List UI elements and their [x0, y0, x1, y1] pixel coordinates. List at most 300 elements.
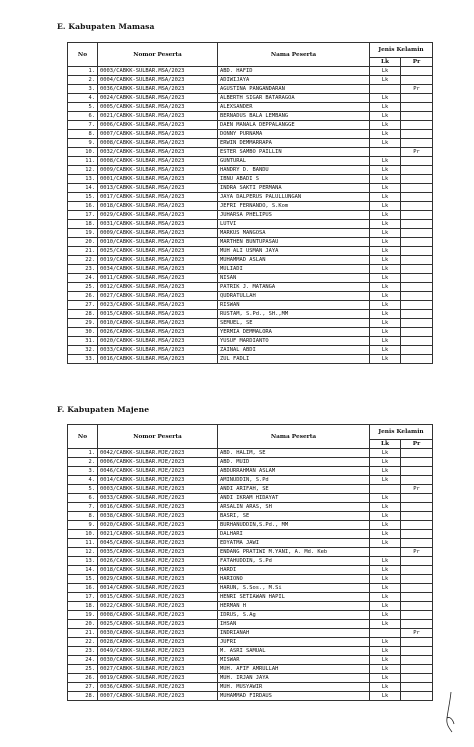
cell-pr — [401, 337, 433, 346]
cell-no: 25. — [68, 665, 98, 674]
cell-pr — [401, 121, 433, 130]
cell-nomor-peserta: 0006/CABKK-SULBAR.MSA/2023 — [98, 121, 218, 130]
cell-no: 23. — [68, 647, 98, 656]
cell-nama-peserta: NISAN — [218, 274, 370, 283]
cell-pr — [401, 265, 433, 274]
cell-lk — [370, 548, 401, 557]
cell-pr — [401, 256, 433, 265]
cell-nomor-peserta: 0028/CABKK-SULBAR.MJE/2023 — [98, 638, 218, 647]
table-row — [68, 611, 433, 620]
cell-lk: Lk — [370, 94, 401, 103]
header-jenis-kelamin: Jenis Kelamin — [370, 43, 433, 58]
header-nomor-peserta: Nomor Peserta — [98, 43, 218, 67]
cell-lk: Lk — [370, 337, 401, 346]
table-row — [68, 584, 433, 593]
cell-lk: Lk — [370, 319, 401, 328]
table-row — [68, 476, 433, 485]
table-row — [68, 283, 433, 292]
header-nama-peserta: Nama Peserta — [218, 43, 370, 67]
cell-pr — [401, 521, 433, 530]
table-row — [68, 202, 433, 211]
cell-no: 2. — [68, 76, 98, 85]
table-row — [68, 148, 433, 157]
header-jenis-kelamin: Jenis Kelamin — [370, 425, 433, 440]
cell-nomor-peserta: 0031/CABKK-SULBAR.MSA/2023 — [98, 220, 218, 229]
cell-nama-peserta: JUFRI — [218, 638, 370, 647]
header-nama-peserta: Nama Peserta — [218, 425, 370, 449]
cell-lk: Lk — [370, 656, 401, 665]
cell-nomor-peserta: 0027/CABKK-SULBAR.MSA/2023 — [98, 292, 218, 301]
cell-lk: Lk — [370, 292, 401, 301]
cell-nama-peserta: RISWAN — [218, 301, 370, 310]
cell-pr — [401, 94, 433, 103]
table-row — [68, 274, 433, 283]
cell-lk: Lk — [370, 611, 401, 620]
cell-pr — [401, 638, 433, 647]
table-row — [68, 575, 433, 584]
table-row — [68, 256, 433, 265]
cell-pr — [401, 67, 433, 76]
cell-lk: Lk — [370, 67, 401, 76]
cell-pr — [401, 674, 433, 683]
cell-lk: Lk — [370, 503, 401, 512]
table-row — [68, 355, 433, 364]
cell-lk: Lk — [370, 467, 401, 476]
table-row — [68, 467, 433, 476]
cell-lk: Lk — [370, 202, 401, 211]
cell-no: 27. — [68, 683, 98, 692]
cell-pr — [401, 292, 433, 301]
cell-nomor-peserta: 0035/CABKK-SULBAR.MJE/2023 — [98, 548, 218, 557]
cell-no: 16. — [68, 202, 98, 211]
table-row — [68, 557, 433, 566]
cell-nomor-peserta: 0011/CABKK-SULBAR.MSA/2023 — [98, 274, 218, 283]
cell-nama-peserta: SEMUEL, SE — [218, 319, 370, 328]
cell-nama-peserta: ANDI IKRAM HIDAYAT — [218, 494, 370, 503]
cell-no: 12. — [68, 166, 98, 175]
cell-lk: Lk — [370, 494, 401, 503]
cell-pr — [401, 593, 433, 602]
header-no: No — [68, 43, 98, 67]
cell-nomor-peserta: 0013/CABKK-SULBAR.MSA/2023 — [98, 184, 218, 193]
cell-lk: Lk — [370, 301, 401, 310]
cell-nama-peserta: AGUSTINA PANGANDARAN — [218, 85, 370, 94]
cell-nomor-peserta: 0018/CABKK-SULBAR.MSA/2023 — [98, 202, 218, 211]
cell-pr — [401, 193, 433, 202]
table-row — [68, 319, 433, 328]
cell-nama-peserta: HARDI — [218, 566, 370, 575]
cell-nama-peserta: ABD. MUID — [218, 458, 370, 467]
cell-lk: Lk — [370, 476, 401, 485]
cell-lk: Lk — [370, 265, 401, 274]
cell-no: 2. — [68, 458, 98, 467]
cell-no: 28. — [68, 692, 98, 701]
cell-no: 19. — [68, 229, 98, 238]
cell-pr — [401, 467, 433, 476]
cell-nomor-peserta: 0045/CABKK-SULBAR.MJE/2023 — [98, 539, 218, 548]
cell-nomor-peserta: 0010/CABKK-SULBAR.MSA/2023 — [98, 238, 218, 247]
cell-pr — [401, 238, 433, 247]
cell-no: 31. — [68, 337, 98, 346]
cell-lk — [370, 485, 401, 494]
cell-nomor-peserta: 0018/CABKK-SULBAR.MJE/2023 — [98, 566, 218, 575]
cell-no: 9. — [68, 521, 98, 530]
cell-no: 7. — [68, 503, 98, 512]
cell-pr — [401, 184, 433, 193]
cell-nomor-peserta: 0042/CABKK-SULBAR.MJE/2023 — [98, 449, 218, 458]
cell-lk: Lk — [370, 184, 401, 193]
table-row — [68, 620, 433, 629]
cell-no: 26. — [68, 674, 98, 683]
table-row — [68, 656, 433, 665]
cell-no: 9. — [68, 139, 98, 148]
cell-no: 23. — [68, 265, 98, 274]
cell-pr — [401, 566, 433, 575]
cell-nomor-peserta: 0033/CABKK-SULBAR.MJE/2023 — [98, 494, 218, 503]
cell-lk: Lk — [370, 328, 401, 337]
cell-lk: Lk — [370, 211, 401, 220]
table-row — [68, 211, 433, 220]
cell-nomor-peserta: 0027/CABKK-SULBAR.MJE/2023 — [98, 665, 218, 674]
header-nomor-peserta: Nomor Peserta — [98, 425, 218, 449]
table-row — [68, 337, 433, 346]
cell-pr — [401, 76, 433, 85]
cell-lk: Lk — [370, 692, 401, 701]
cell-nomor-peserta: 0019/CABKK-SULBAR.MJE/2023 — [98, 674, 218, 683]
cell-lk: Lk — [370, 130, 401, 139]
table-row — [68, 130, 433, 139]
signature-mark — [441, 690, 457, 734]
cell-nomor-peserta: 0026/CABKK-SULBAR.MSA/2023 — [98, 328, 218, 337]
cell-nama-peserta: ANDI ARIFAH, SE — [218, 485, 370, 494]
cell-lk: Lk — [370, 121, 401, 130]
cell-no: 33. — [68, 355, 98, 364]
table-body-majene — [68, 449, 433, 701]
cell-nama-peserta: JUHARSA PHELIPUS — [218, 211, 370, 220]
cell-nama-peserta: M. ASRI SAMUAL — [218, 647, 370, 656]
cell-lk — [370, 85, 401, 94]
cell-pr — [401, 247, 433, 256]
cell-no: 22. — [68, 256, 98, 265]
cell-pr — [401, 157, 433, 166]
cell-nama-peserta: QUDRATULLAH — [218, 292, 370, 301]
cell-nomor-peserta: 0006/CABKK-SULBAR.MJE/2023 — [98, 458, 218, 467]
cell-nomor-peserta: 0049/CABKK-SULBAR.MJE/2023 — [98, 647, 218, 656]
cell-lk: Lk — [370, 665, 401, 674]
cell-pr — [401, 503, 433, 512]
cell-lk: Lk — [370, 283, 401, 292]
table-row — [68, 503, 433, 512]
cell-nama-peserta: HARUN, S.Sos., M.Si — [218, 584, 370, 593]
cell-lk: Lk — [370, 539, 401, 548]
cell-nomor-peserta: 0004/CABKK-SULBAR.MSA/2023 — [98, 76, 218, 85]
cell-lk: Lk — [370, 247, 401, 256]
cell-pr — [401, 584, 433, 593]
table-row — [68, 449, 433, 458]
cell-nama-peserta: DAEN MANALA DEPPALANGGE — [218, 121, 370, 130]
cell-nama-peserta: AMINUDDIN, S.Pd — [218, 476, 370, 485]
cell-no: 6. — [68, 494, 98, 503]
cell-nama-peserta: JEFRI FERNANDO, S.Kom — [218, 202, 370, 211]
cell-lk: Lk — [370, 139, 401, 148]
cell-no: 14. — [68, 566, 98, 575]
cell-nama-peserta: ADIWIJAYA — [218, 76, 370, 85]
cell-lk: Lk — [370, 620, 401, 629]
cell-pr — [401, 130, 433, 139]
cell-nomor-peserta: 0030/CABKK-SULBAR.MJE/2023 — [98, 629, 218, 638]
cell-no: 4. — [68, 476, 98, 485]
cell-nama-peserta: IBNU ABADI S — [218, 175, 370, 184]
cell-nomor-peserta: 0019/CABKK-SULBAR.MSA/2023 — [98, 256, 218, 265]
table-row — [68, 247, 433, 256]
cell-nomor-peserta: 0003/CABKK-SULBAR.MJE/2023 — [98, 485, 218, 494]
cell-nomor-peserta: 0009/CABKK-SULBAR.MSA/2023 — [98, 166, 218, 175]
cell-nomor-peserta: 0036/CABKK-SULBAR.MSA/2023 — [98, 85, 218, 94]
participants-table-mamasa — [67, 42, 433, 364]
cell-pr — [401, 575, 433, 584]
cell-nomor-peserta: 0020/CABKK-SULBAR.MJE/2023 — [98, 521, 218, 530]
cell-no: 3. — [68, 467, 98, 476]
cell-lk: Lk — [370, 638, 401, 647]
cell-lk: Lk — [370, 220, 401, 229]
cell-nomor-peserta: 0024/CABKK-SULBAR.MSA/2023 — [98, 94, 218, 103]
cell-nama-peserta: GUNTURAL — [218, 157, 370, 166]
table-row — [68, 157, 433, 166]
cell-nama-peserta: LUTVI — [218, 220, 370, 229]
header-no: No — [68, 425, 98, 449]
table-row — [68, 665, 433, 674]
cell-pr — [401, 319, 433, 328]
cell-lk: Lk — [370, 674, 401, 683]
cell-nama-peserta: MUHAMMAD ASLAN — [218, 256, 370, 265]
cell-no: 11. — [68, 157, 98, 166]
cell-nama-peserta: HENRI SETIAWAN HAPIL — [218, 593, 370, 602]
cell-nama-peserta: HARIONO — [218, 575, 370, 584]
cell-no: 20. — [68, 238, 98, 247]
cell-nama-peserta: YERMIA DEMMALORA — [218, 328, 370, 337]
cell-nomor-peserta: 0014/CABKK-SULBAR.MJE/2023 — [98, 584, 218, 593]
table-row — [68, 602, 433, 611]
cell-no: 21. — [68, 247, 98, 256]
cell-nomor-peserta: 0005/CABKK-SULBAR.MSA/2023 — [98, 103, 218, 112]
cell-pr: Pr — [401, 485, 433, 494]
cell-lk: Lk — [370, 449, 401, 458]
cell-no: 15. — [68, 193, 98, 202]
cell-nomor-peserta: 0029/CABKK-SULBAR.MJE/2023 — [98, 575, 218, 584]
cell-pr — [401, 602, 433, 611]
cell-nama-peserta: PATRIK J. MATANGA — [218, 283, 370, 292]
table-row — [68, 485, 433, 494]
header-pr: Pr — [401, 58, 433, 67]
cell-no: 7. — [68, 121, 98, 130]
cell-pr — [401, 539, 433, 548]
cell-nama-peserta: HERMAN H — [218, 602, 370, 611]
table-row — [68, 494, 433, 503]
cell-pr — [401, 220, 433, 229]
cell-nama-peserta: MARKUS MANGOSA — [218, 229, 370, 238]
cell-pr — [401, 458, 433, 467]
cell-lk: Lk — [370, 602, 401, 611]
cell-nomor-peserta: 0025/CABKK-SULBAR.MSA/2023 — [98, 247, 218, 256]
cell-pr — [401, 620, 433, 629]
cell-nama-peserta: BERNADUS BALA LEMBANG — [218, 112, 370, 121]
cell-nama-peserta: RUSTAM, S.Pd., SH.,MM — [218, 310, 370, 319]
cell-nomor-peserta: 0012/CABKK-SULBAR.MSA/2023 — [98, 283, 218, 292]
table-row — [68, 647, 433, 656]
cell-nama-peserta: INDRA SAKTI PERMANA — [218, 184, 370, 193]
section-title-mamasa: E. Kabupaten Mamasa — [57, 22, 155, 31]
cell-no: 17. — [68, 211, 98, 220]
cell-nomor-peserta: 0034/CABKK-SULBAR.MSA/2023 — [98, 265, 218, 274]
cell-no: 8. — [68, 512, 98, 521]
table-row — [68, 346, 433, 355]
table-row — [68, 139, 433, 148]
cell-lk — [370, 629, 401, 638]
table-row — [68, 184, 433, 193]
cell-nomor-peserta: 0016/CABKK-SULBAR.MJE/2023 — [98, 503, 218, 512]
table-row — [68, 265, 433, 274]
cell-nama-peserta: MULIADI — [218, 265, 370, 274]
table-row — [68, 310, 433, 319]
cell-nomor-peserta: 0007/CABKK-SULBAR.MJE/2023 — [98, 692, 218, 701]
cell-nomor-peserta: 0021/CABKK-SULBAR.MSA/2023 — [98, 112, 218, 121]
cell-no: 30. — [68, 328, 98, 337]
cell-no: 25. — [68, 283, 98, 292]
cell-no: 18. — [68, 220, 98, 229]
table-row — [68, 692, 433, 701]
cell-nama-peserta: BASRI, SE — [218, 512, 370, 521]
table-row — [68, 229, 433, 238]
cell-pr: Pr — [401, 629, 433, 638]
cell-pr — [401, 310, 433, 319]
cell-pr — [401, 647, 433, 656]
cell-nomor-peserta: 0008/CABKK-SULBAR.MSA/2023 — [98, 139, 218, 148]
table-row — [68, 521, 433, 530]
participants-table-majene — [67, 424, 433, 701]
cell-nama-peserta: ABDURRAHMAN ASLAM — [218, 467, 370, 476]
header-lk: Lk — [370, 58, 401, 67]
cell-no: 29. — [68, 319, 98, 328]
cell-pr — [401, 346, 433, 355]
cell-nomor-peserta: 0008/CABKK-SULBAR.MJE/2023 — [98, 611, 218, 620]
table-row — [68, 638, 433, 647]
cell-no: 15. — [68, 575, 98, 584]
cell-lk: Lk — [370, 229, 401, 238]
cell-nama-peserta: MISWAR — [218, 656, 370, 665]
table-row — [68, 292, 433, 301]
cell-nama-peserta: ESTER SAMBO PAILLIN — [218, 148, 370, 157]
table-row — [68, 629, 433, 638]
cell-no: 32. — [68, 346, 98, 355]
cell-nomor-peserta: 0010/CABKK-SULBAR.MSA/2023 — [98, 319, 218, 328]
cell-pr — [401, 683, 433, 692]
cell-lk: Lk — [370, 274, 401, 283]
cell-pr — [401, 512, 433, 521]
cell-lk: Lk — [370, 166, 401, 175]
table-row — [68, 166, 433, 175]
cell-nama-peserta: MUH ALI USMAN JAYA — [218, 247, 370, 256]
cell-lk: Lk — [370, 193, 401, 202]
header-lk: Lk — [370, 440, 401, 449]
table-row — [68, 301, 433, 310]
cell-lk: Lk — [370, 458, 401, 467]
cell-nomor-peserta: 0015/CABKK-SULBAR.MJE/2023 — [98, 593, 218, 602]
cell-no: 5. — [68, 103, 98, 112]
cell-pr — [401, 283, 433, 292]
cell-lk: Lk — [370, 584, 401, 593]
cell-no: 11. — [68, 539, 98, 548]
cell-lk: Lk — [370, 566, 401, 575]
cell-lk: Lk — [370, 683, 401, 692]
cell-nomor-peserta: 0026/CABKK-SULBAR.MJE/2023 — [98, 557, 218, 566]
cell-nama-peserta: INDRIANAH — [218, 629, 370, 638]
table-row — [68, 94, 433, 103]
cell-no: 27. — [68, 301, 98, 310]
cell-pr: Pr — [401, 85, 433, 94]
table-row — [68, 193, 433, 202]
cell-pr — [401, 611, 433, 620]
cell-no: 8. — [68, 130, 98, 139]
cell-pr — [401, 139, 433, 148]
cell-no: 14. — [68, 184, 98, 193]
table-row — [68, 530, 433, 539]
cell-nomor-peserta: 0033/CABKK-SULBAR.MSA/2023 — [98, 346, 218, 355]
table-row — [68, 112, 433, 121]
cell-pr — [401, 449, 433, 458]
cell-no: 21. — [68, 629, 98, 638]
cell-no: 12. — [68, 548, 98, 557]
cell-lk — [370, 148, 401, 157]
cell-nomor-peserta: 0046/CABKK-SULBAR.MJE/2023 — [98, 467, 218, 476]
cell-nomor-peserta: 0023/CABKK-SULBAR.MSA/2023 — [98, 301, 218, 310]
cell-nomor-peserta: 0001/CABKK-SULBAR.MSA/2023 — [98, 175, 218, 184]
table-row — [68, 548, 433, 557]
cell-pr — [401, 476, 433, 485]
cell-no: 24. — [68, 656, 98, 665]
cell-no: 4. — [68, 94, 98, 103]
cell-lk: Lk — [370, 512, 401, 521]
cell-nama-peserta: ENDANG PRATIWI M.YANI, A. Md. Keb — [218, 548, 370, 557]
cell-pr — [401, 692, 433, 701]
cell-nomor-peserta: 0007/CABKK-SULBAR.MSA/2023 — [98, 130, 218, 139]
cell-pr — [401, 494, 433, 503]
table-row — [68, 175, 433, 184]
cell-nomor-peserta: 0014/CABKK-SULBAR.MJE/2023 — [98, 476, 218, 485]
cell-no: 10. — [68, 148, 98, 157]
cell-nama-peserta: ALEXSANDER — [218, 103, 370, 112]
cell-nama-peserta: ABD. HALIM, SE — [218, 449, 370, 458]
cell-pr — [401, 557, 433, 566]
cell-no: 17. — [68, 593, 98, 602]
cell-pr: Pr — [401, 548, 433, 557]
cell-lk: Lk — [370, 593, 401, 602]
cell-nama-peserta: MUH. AFIF AMRULLAH — [218, 665, 370, 674]
cell-no: 1. — [68, 449, 98, 458]
cell-no: 13. — [68, 175, 98, 184]
cell-no: 26. — [68, 292, 98, 301]
cell-no: 5. — [68, 485, 98, 494]
cell-pr — [401, 175, 433, 184]
cell-nomor-peserta: 0009/CABKK-SULBAR.MSA/2023 — [98, 229, 218, 238]
cell-nomor-peserta: 0036/CABKK-SULBAR.MJE/2023 — [98, 683, 218, 692]
cell-nama-peserta: IDRUS, S.Ag — [218, 611, 370, 620]
header-pr: Pr — [401, 440, 433, 449]
table-row — [68, 593, 433, 602]
cell-lk: Lk — [370, 647, 401, 656]
table-row — [68, 683, 433, 692]
cell-nama-peserta: ZAINAL ABDI — [218, 346, 370, 355]
cell-lk: Lk — [370, 157, 401, 166]
